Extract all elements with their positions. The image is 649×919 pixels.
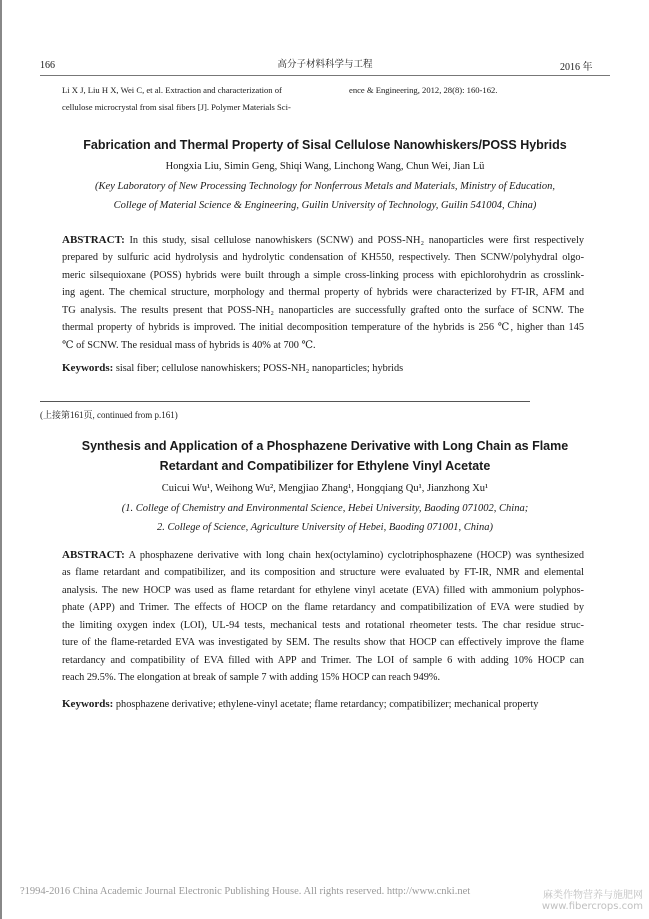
article2-title: Retardant and Compatibilizer for Ethylene Vinyl Acetate	[159, 459, 491, 473]
article2-keywords	[62, 697, 584, 711]
abstract-text: A phosphazene derivative with long chain hex(octylamino) cyclotriphosphazene (HOCP) was synthesized	[128, 550, 584, 561]
article2-abstract-line: as flame retardant and compatibilizer, and its composition and structure were evaluated by FT-IR, NMR and elemental	[62, 567, 584, 578]
continued-note: (上接第161页, continued from p.161)	[40, 410, 178, 420]
keywords-label: Keywords:	[62, 362, 114, 374]
article2-abstract-line: phate (APP) and Trimer. The effects of HOCP on the flame retardancy and compatibilization of EVA were studied by	[62, 602, 584, 613]
reference-line: ence & Engineering, 2012, 28(8): 160-162.	[349, 85, 498, 95]
article1-affiliation: (Key Laboratory of New Processing Technology for Nonferrous Metals and Materials, Ministry of Education,	[95, 181, 555, 192]
article1-abstract-line: ℃ of SCNW. The residual mass of hybrids is 40% at 700 ℃.	[62, 339, 316, 351]
keywords-text: phosphazene derivative; ethylene-vinyl acetate; flame retardancy; compatibilizer; mechanical property	[115, 699, 539, 710]
section-divider	[40, 401, 530, 402]
abstract-label: ABSTRACT:	[62, 234, 125, 246]
article2-abstract-line: reach 29.5%. The elongation at break of sample 7 with adding 15% HOCP can reach 949%.	[62, 672, 441, 683]
watermark-url: www.fibercrops.com	[541, 901, 643, 912]
year: 2016 年	[560, 62, 593, 73]
article2-abstract-line: ture of the flame-retarded EVA was investigated by SEM. The results show that HOCP can effectively improve the flame	[62, 637, 584, 648]
article1-authors: Hongxia Liu, Simin Geng, Shiqi Wang, Linchong Wang, Chun Wei, Jian Lü	[165, 161, 485, 172]
article2-affiliation: 2. College of Science, Agriculture University of Hebei, Baoding 071001, China)	[157, 522, 493, 533]
article1-abstract-line: TG analysis. The results present that POSS-NH₂ nanoparticles are successfully grafted onto the surface of SCNW. The	[62, 304, 584, 316]
page-number: 166	[40, 60, 55, 71]
article1-keywords	[62, 361, 584, 375]
page-edge	[0, 0, 2, 919]
article1-abstract-line: prepared by sulfuric acid hydrolysis and hydrolytic condensation of KH550, respectively. Then SCNW/polyhydral olgo-	[62, 252, 584, 263]
abstract-text: In this study, sisal cellulose nanowhiskers (SCNW) and POSS-NH₂ nanoparticles were first respectively	[129, 235, 584, 246]
copyright-footer: ?1994-2016 China Academic Journal Electronic Publishing House. All rights reserved. http://www.cnki.net	[20, 886, 471, 897]
article2-abstract-line: analysis. The new HOCP was used as flame retardant for ethylene vinyl acetate (EVA) filled with ammonium polyphos-	[62, 584, 584, 596]
abstract-label: ABSTRACT:	[62, 549, 125, 561]
article1-abstract-line: meric silsequioxane (POSS) hybrids were built through a simple cross-linking process with epichlorohydrin as crosslink-	[62, 269, 584, 281]
article2-title: Synthesis and Application of a Phosphazene Derivative with Long Chain as Flame	[81, 439, 569, 453]
article2-abstract-line: the limiting oxygen index (LOI), UL-94 tests, mechanical tests and rotational rheometer tests. The char residue struc-	[62, 619, 584, 631]
article1-abstract-line: ing agent. The chemical structure, morphology and thermal property of hybrids were characterized by FT-IR, AFM and	[62, 287, 584, 298]
journal-name: 高分子材料科学与工程	[277, 59, 373, 70]
article2-authors: Cuicui Wu¹, Weihong Wu², Mengjiao Zhang¹, Hongqiang Qu¹, Jianzhong Xu¹	[161, 483, 489, 494]
keywords-text: sisal fiber; cellulose nanowhiskers; POSS-NH₂ nanoparticles; hybrids	[115, 363, 404, 374]
article2-abstract-line	[62, 548, 584, 562]
article2-abstract-line: retardancy and compatibility of EVA filled with APP and Trimer. The LOI of sample 6 with adding 10% HOCP can	[62, 654, 584, 666]
article1-title: Fabrication and Thermal Property of Sisal Cellulose Nanowhiskers/POSS Hybrids	[83, 138, 567, 152]
reference-line: cellulose microcrystal from sisal fibers [J]. Polymer Materials Sci-	[62, 102, 291, 112]
keywords-label: Keywords:	[62, 698, 114, 710]
article1-affiliation: College of Material Science & Engineering, Guilin University of Technology, Guilin 541004, China)	[113, 200, 537, 211]
header-rule	[40, 75, 610, 76]
article1-abstract-line	[62, 233, 584, 247]
reference-line: Li X J, Liu H X, Wei C, et al. Extraction and characterization of	[62, 85, 282, 95]
watermark-name: 麻类作物营养与施肥网	[543, 890, 643, 901]
article2-affiliation: (1. College of Chemistry and Environmental Science, Hebei University, Baoding 071002, China;	[121, 503, 529, 514]
watermark-logo	[542, 886, 643, 912]
article1-abstract-line: thermal property of hybrids is improved. The initial decomposition temperature of the hybrids is 256 ℃, higher than 145	[62, 322, 584, 333]
